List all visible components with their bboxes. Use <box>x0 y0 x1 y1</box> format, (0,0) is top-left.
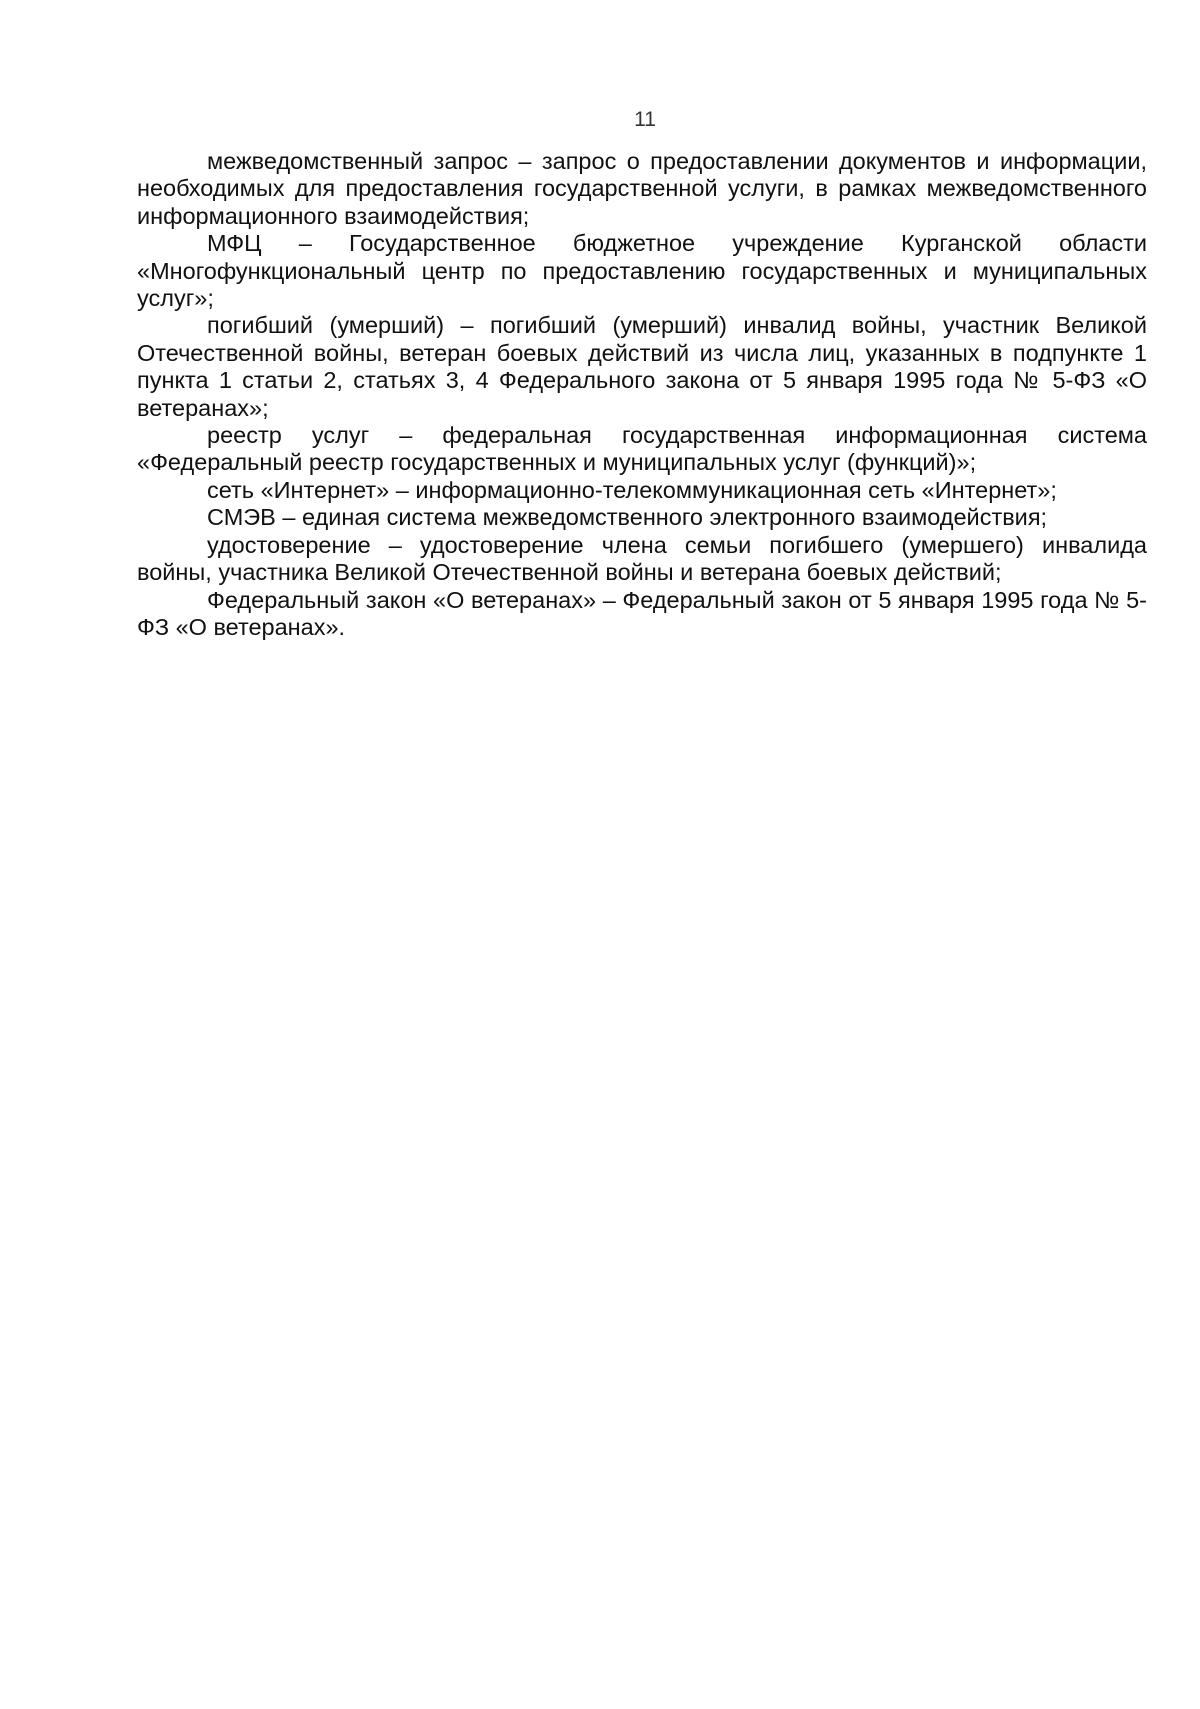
definition-paragraph: Федеральный закон «О ветеранах» – Федеральный закон от 5 января 1995 года № 5-ФЗ «О ветеранах». <box>137 586 1147 640</box>
definition-paragraph: погибший (умерший) – погибший (умерший) инвалид войны, участник Великой Отечественной войны, ветеран боевых действий из числа лиц, указанных в подпункте 1 пункта 1 статьи 2, статьях 3, 4 Федерального закона от 5 января 1995 года № 5-ФЗ «О ветеранах»; <box>137 312 1147 421</box>
definition-paragraph: удостоверение – удостоверение члена семьи погибшего (умершего) инвалида войны, участника Великой Отечественной войны и ветерана боевых действий; <box>137 531 1147 586</box>
document-body <box>137 148 1147 641</box>
definition-paragraph: сеть «Интернет» – информационно-телекоммуникационная сеть «Интернет»; <box>207 476 1057 503</box>
definition-paragraph: СМЭВ – единая система межведомственного электронного взаимодействия; <box>207 504 1048 531</box>
definition-paragraph: МФЦ – Государственное бюджетное учреждение Курганской области «Многофункциональный центр по предоставлению государственных и муниципальных услуг»; <box>137 230 1147 312</box>
definition-paragraph: межведомственный запрос – запрос о предоставлении документов и информации, необходимых для предоставления государственной услуги, в рамках межведомственного информационного взаимодействия; <box>137 148 1147 229</box>
definition-paragraph: реестр услуг – федеральная государственная информационная система «Федеральный реестр государственных и муниципальных услуг (функций)»; <box>137 422 1147 476</box>
page-number: 11 <box>634 108 656 131</box>
